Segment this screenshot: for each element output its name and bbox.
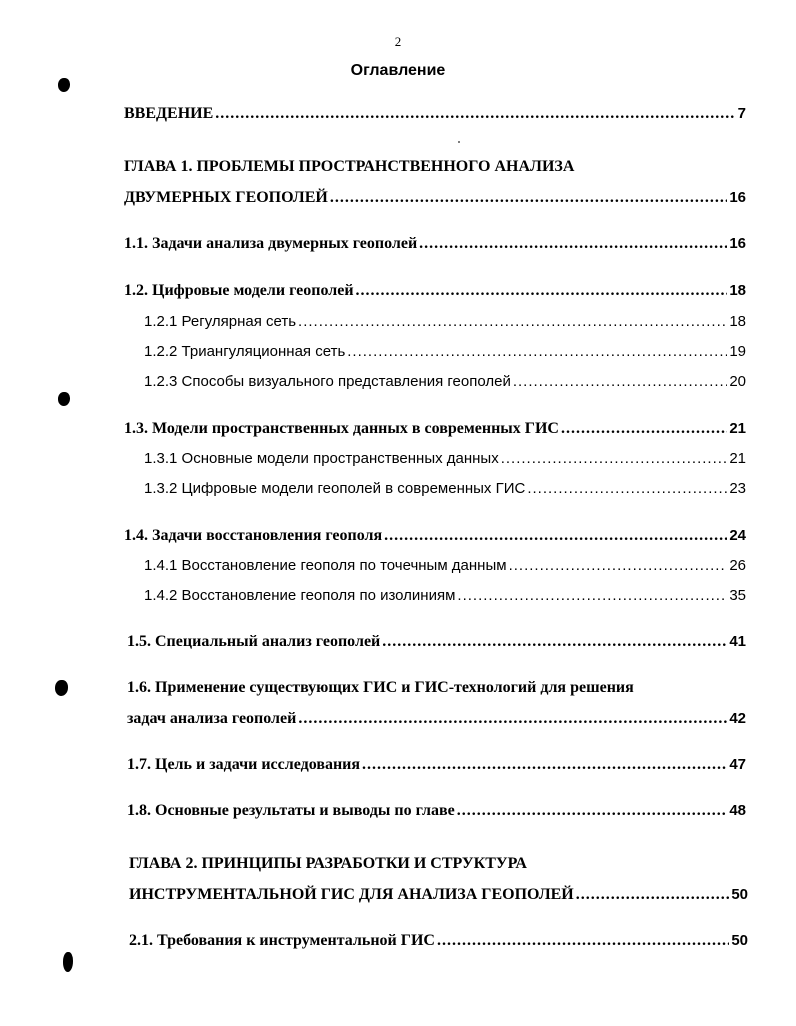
toc-entry-page: 24 [729,527,746,544]
toc-entry[interactable] [144,373,746,390]
toc-entry-label: ДВУМЕРНЫХ ГЕОПОЛЕЙ [124,189,328,206]
toc-entry[interactable] [124,420,746,438]
toc-entry-page: 41 [729,633,746,650]
toc-entry-label: 1.7. Цель и задачи исследования [127,756,361,773]
dot-leader [527,480,727,497]
toc-entry[interactable] [144,313,746,330]
toc-entry-label: задач анализа геополей [127,710,297,727]
toc-entry-page: 18 [729,313,746,330]
toc-entry[interactable] [129,932,748,950]
toc-entry[interactable] [124,189,746,207]
toc-entry[interactable] [124,282,746,300]
toc-entry-page: 50 [731,932,748,949]
toc-entry-label: 1.3.1 Основные модели пространственных данных [144,450,499,467]
toc-entry-page: 19 [729,343,746,360]
toc-entry[interactable] [127,756,746,774]
toc-entry[interactable] [144,450,746,467]
toc-entry-page: 23 [729,480,746,497]
toc-entry-page: 26 [729,557,746,574]
toc-entry[interactable] [144,587,746,604]
toc-entry-page: 21 [729,450,746,467]
dot-leader [382,633,727,651]
dot-leader [501,450,728,467]
toc-entry[interactable] [127,802,746,820]
dot-leader [437,932,729,950]
toc-entry-heading-line: ГЛАВА 2. ПРИНЦИПЫ РАЗРАБОТКИ И СТРУКТУРА [129,855,527,872]
toc-entry[interactable] [127,710,746,728]
punch-hole-mark [58,78,70,92]
dot-leader [298,710,727,728]
toc-entry-page: 16 [729,235,746,252]
dot-leader [513,373,727,390]
toc-entry[interactable] [144,343,746,360]
toc-entry-label: 1.1. Задачи анализа двумерных геополей [124,235,418,252]
dot-leader [457,802,728,820]
toc-entry[interactable] [129,886,748,904]
toc-entry-page: 42 [729,710,746,727]
toc-entry-page: 47 [729,756,746,773]
toc-entry-heading-line: 1.6. Применение существующих ГИС и ГИС-технологий для решения [127,679,634,696]
dot-leader [509,557,728,574]
toc-entry[interactable] [124,527,746,545]
toc-entry-heading-line: ГЛАВА 1. ПРОБЛЕМЫ ПРОСТРАНСТВЕННОГО АНАЛИЗА [124,158,575,175]
toc-entry-label: ВВЕДЕНИЕ [124,105,214,122]
toc-entry-label: 1.5. Специальный анализ геополей [127,633,381,650]
toc-entry-label: 1.2.3 Способы визуального представления геополей [144,373,511,390]
toc-entry-page: 20 [729,373,746,390]
toc-entry-page: 35 [729,587,746,604]
toc-entry-label: 1.4.1 Восстановление геополя по точечным данным [144,557,507,574]
toc-entry-label: 1.2.1 Регулярная сеть [144,313,297,330]
dot-leader [298,313,727,330]
dot-leader [561,420,727,438]
toc-entry[interactable] [124,105,746,123]
dot-leader [330,189,728,207]
toc-entry[interactable] [144,557,746,574]
toc-entry-label: 2.1. Требования к инструментальной ГИС [129,932,435,949]
toc-entry-page: 50 [731,886,748,903]
dot-leader [384,527,727,545]
dot-leader [215,105,735,123]
toc-entry-label: 1.8. Основные результаты и выводы по главе [127,802,455,819]
toc-entry-label: 1.4. Задачи восстановления геополя [124,527,383,544]
toc-entry-page: 21 [729,420,746,437]
punch-hole-mark [55,680,68,696]
toc-entry-label: 1.2. Цифровые модели геополей [124,282,354,299]
dot-leader [347,343,727,360]
toc-entry-label: 1.3.2 Цифровые модели геополей в современных ГИС [144,480,526,497]
toc-entry[interactable] [127,633,746,651]
punch-hole-mark [63,952,73,972]
dot-leader [576,886,730,904]
dot-leader [356,282,728,300]
toc-entry-page: 48 [729,802,746,819]
toc-entry-page: 7 [737,105,746,122]
punch-hole-mark [58,392,70,406]
toc-entry[interactable] [124,235,746,253]
toc-entry-page: 18 [729,282,746,299]
dot-leader [419,235,727,253]
toc-entry-label: 1.4.2 Восстановление геополя по изолиниям [144,587,456,604]
toc-entry-label: 1.3. Модели пространственных данных в современных ГИС [124,420,559,437]
toc-entry-label: 1.2.2 Триангуляционная сеть [144,343,346,360]
scan-speck [458,141,460,143]
dot-leader [362,756,727,774]
toc-entry[interactable] [144,480,746,497]
dot-leader [457,587,727,604]
toc-title: Оглавление [350,62,446,79]
page-number: 2 [394,34,402,49]
toc-entry-label: ИНСТРУМЕНТАЛЬНОЙ ГИС ДЛЯ АНАЛИЗА ГЕОПОЛЕЙ [129,886,574,903]
toc-entry-page: 16 [729,189,746,206]
